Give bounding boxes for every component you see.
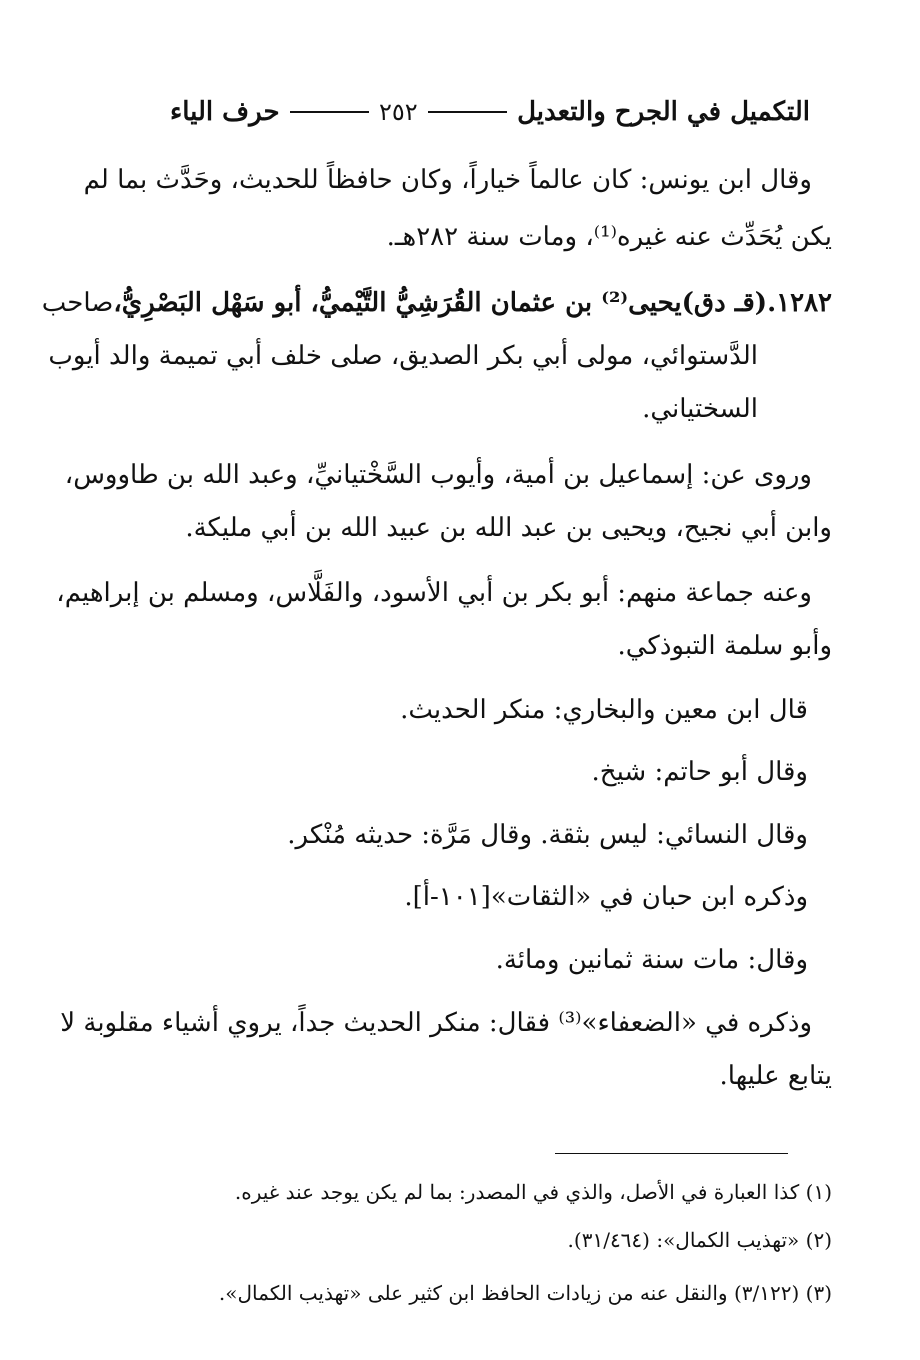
body-line: وذكره في «الضعفاء»⁽³⁾ فقال: منكر الحديث جداً، يروي أشياء مقلوبة لا [60, 1008, 812, 1038]
entry-codes: (قـ دق) [681, 288, 768, 318]
header-dash [428, 111, 507, 113]
body-line: الدَّستوائي، مولى أبي بكر الصديق، صلى خلف أبي تميمة والد أيوب [48, 341, 758, 371]
opinion-line: قال ابن معين والبخاري: منكر الحديث. [400, 695, 808, 725]
body-line: وابن أبي نجيح، ويحيى بن عبد الله بن عبيد الله بن أبي مليكة. [185, 513, 832, 543]
footnote-separator [555, 1153, 788, 1154]
footnote: (١) كذا العبارة في الأصل، والذي في المصدر: بما لم يكن يوجد عند غيره. [234, 1180, 832, 1204]
body-line: وروى عن: إسماعيل بن أمية، وأيوب السَّخْتيانيِّ، وعبد الله بن طاووس، [64, 460, 812, 490]
entry-number: ١٢٨٢. [767, 288, 832, 318]
body-line: السختياني. [642, 394, 758, 424]
footnote: (٢) «تهذيب الكمال»: (٣١/٤٦٤). [567, 1228, 832, 1252]
opinion-line: وذكره ابن حبان في «الثقات»[١٠١-أ]. [404, 882, 808, 912]
chapter-title: حرف الياء [169, 97, 280, 127]
footnote: (٣) (٣/١٢٢) والنقل عنه من زيادات الحافظ ابن كثير على «تهذيب الكمال». [218, 1281, 832, 1305]
body-line: يتابع عليها. [719, 1061, 832, 1091]
body-line: يكن يُحَدِّث عنه غيره⁽¹⁾، ومات سنة ٢٨٢هـ. [386, 222, 832, 252]
body-line: وعنه جماعة منهم: أبو بكر بن أبي الأسود، والفَلَّاس، ومسلم بن إبراهيم، [56, 578, 812, 608]
opinion-line: وقال النسائي: ليس بثقة. وقال مَرَّة: حديثه مُنْكر. [287, 820, 808, 850]
opinion-line: وقال أبو حاتم: شيخ. [591, 757, 808, 787]
entry-heading [41, 283, 832, 323]
running-header [170, 92, 810, 132]
entry-line-rest: صاحب [41, 288, 114, 318]
page-number: ٢٥٢ [378, 98, 418, 126]
header-dash [290, 111, 369, 113]
body-line: وأبو سلمة التبوذكي. [617, 631, 832, 661]
opinion-line: وقال: مات سنة ثمانين ومائة. [495, 945, 808, 975]
entry-name: يحيى⁽²⁾ بن عثمان القُرَشِيُّ التَّيْميُّ، أبو سَهْل البَصْرِيُّ، [113, 288, 682, 318]
body-line: وقال ابن يونس: كان عالماً خياراً، وكان حافظاً للحديث، وحَدَّث بما لم [83, 165, 812, 195]
book-title: التكميل في الجرح والتعديل [517, 97, 810, 127]
